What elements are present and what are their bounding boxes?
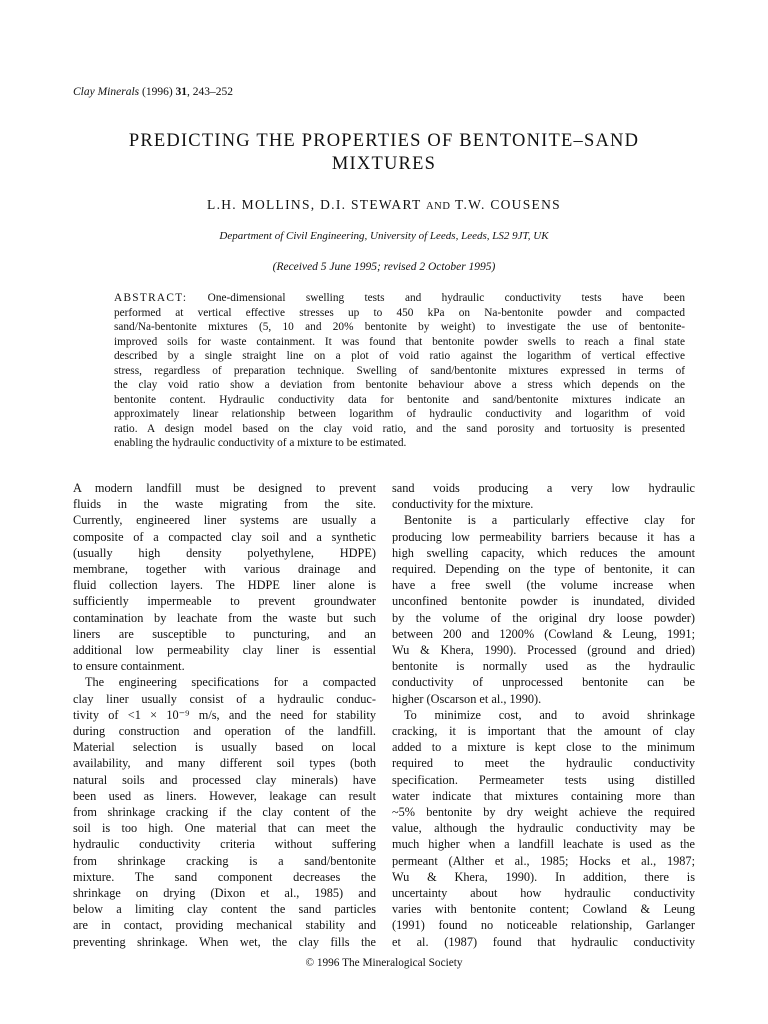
authors xyxy=(60,197,708,213)
body-line: The engineering specifications for a compacted xyxy=(85,675,376,690)
body-line: membrane, together with various drainage and xyxy=(73,562,376,577)
body-line: Wu & Khera, 1990). Processed (ground and dried) xyxy=(392,643,695,658)
body-line: high swelling capacity, which reduces the amount xyxy=(392,545,695,560)
body-line: much higher when a landfill leachate is used as the xyxy=(392,837,695,852)
body-line: from shrinkage cracking if the clay content of the xyxy=(73,805,376,820)
body-line: hydraulic conductivity criteria without suffering xyxy=(73,837,376,852)
body-line: sand voids producing a very low hydraulic xyxy=(392,481,695,495)
body-line: ~5% bentonite by dry weight achieve the required xyxy=(392,805,695,820)
body-line: required. Depending on the type of bentonite, it can xyxy=(392,562,695,577)
body-line: preventing shrinkage. When wet, the clay fills the xyxy=(73,934,376,949)
body-line: To minimize cost, and to avoid shrinkage xyxy=(404,707,695,722)
body-line: added to a mixture is kept close to the minimum xyxy=(392,740,695,755)
copyright-footer: © 1996 The Mineralogical Society xyxy=(305,957,463,969)
author-conjunction: AND xyxy=(425,201,451,212)
body-line: Currently, engineered liner systems are usually a xyxy=(73,513,376,528)
body-line: tivity of <1 × 10⁻⁹ m/s, and the need for stability xyxy=(73,707,376,722)
body-line: permeant (Alther et al., 1985; Hocks et al., 1987; xyxy=(392,853,695,868)
body-line: (usually high density polyethylene, HDPE) xyxy=(73,545,376,560)
body-line: water indicate that mixtures containing more than xyxy=(392,788,695,803)
body-line: been used as liners. However, leakage can result xyxy=(73,788,376,803)
body-column-right xyxy=(392,480,695,950)
body-line: by the volume of the original dry loose powder) xyxy=(392,610,695,625)
abstract-line: performed at vertical effective stresses up to 450 kPa on Na-bentonite powder and compacted xyxy=(114,306,685,319)
body-line: producing low permeability barriers because it has a xyxy=(392,529,695,544)
body-line: uncertainty about how hydraulic conductivity xyxy=(392,886,695,901)
abstract xyxy=(114,291,685,451)
affiliation: Department of Civil Engineering, University of Leeds, Leeds, LS2 9JT, UK xyxy=(219,230,549,242)
abstract-line: stress, regardless of preparation technique. Swelling of sand/bentonite mixtures expressed in terms of xyxy=(114,364,685,377)
abstract-line: bentonite content. Hydraulic conductivity data for bentonite and sand/bentonite mixtures indicate an xyxy=(114,393,685,406)
body-line: shrinkage on drying (Dixon et al., 1985) and xyxy=(73,886,376,901)
body-line: unconfined bentonite powder is inundated, divided xyxy=(392,594,695,609)
body-line: fluid collection layers. The HDPE liner alone is xyxy=(73,578,376,593)
body-line: composite of a compacted clay soil and a synthetic xyxy=(73,529,376,544)
body-line: value, although the hydraulic conductivity may be xyxy=(392,821,695,836)
body-line: contamination by leachate from the waste but such xyxy=(73,610,376,625)
abstract-line: described by a single straight line on a plot of void ratio against the logarithm of vertical effective xyxy=(114,350,685,362)
journal-name: Clay Minerals xyxy=(73,86,140,98)
body-line: required to meet the hydraulic conductivity xyxy=(392,756,695,771)
abstract-line: improved soils for waste containment. It was found that bentonite powder swells to reach a final state xyxy=(114,335,685,348)
abstract-line xyxy=(114,291,685,306)
body-line: cracking, it is important that the amount of clay xyxy=(392,724,695,739)
body-line: mixture. The sand component decreases the xyxy=(73,869,376,884)
body-line: natural soils and processed clay minerals) have xyxy=(73,772,376,787)
body-line: clay liner usually consist of a hydraulic conduc- xyxy=(73,691,376,706)
author-names: T.W. COUSENS xyxy=(454,197,561,212)
received-dates: (Received 5 June 1995; revised 2 October 1995) xyxy=(272,261,496,273)
body-line: soil is too high. One material that can meet the xyxy=(73,821,376,836)
body-line: sufficiently impermeable to prevent groundwater xyxy=(73,594,376,609)
body-line: between 200 and 1200% (Cowland & Leung, 1991; xyxy=(392,626,695,641)
body-line: Material selection is usually based on local xyxy=(73,740,376,755)
journal-volume: 31 xyxy=(175,86,188,98)
abstract-label: ABSTRACT: xyxy=(114,292,188,304)
body-column-left xyxy=(73,480,376,950)
abstract-text: One-dimensional swelling tests and hydraulic conductivity tests have been xyxy=(207,292,685,304)
body-line: fluids in the waste migrating from the site. xyxy=(73,497,376,512)
body-line: additional low permeability clay liner is essential xyxy=(73,643,376,658)
abstract-line: enabling the hydraulic conductivity of a mixture to be estimated. xyxy=(114,437,407,449)
body-line: from shrinkage cracking is a sand/bentonite xyxy=(73,853,376,868)
author-names: L.H. MOLLINS, D.I. STEWART xyxy=(207,197,422,212)
body-line: are in contact, providing mechanical stability and xyxy=(73,918,376,933)
body-line: availability, and many different soil types (both xyxy=(73,756,376,771)
abstract-line: the clay void ratio show a deviation from bentonite behaviour above a stress which depends on the xyxy=(114,379,685,391)
body-line: below a limiting clay content the sand particles xyxy=(73,902,376,917)
body-line: higher (Oscarson et al., 1990). xyxy=(392,691,542,706)
body-line: liners are susceptible to puncturing, and an xyxy=(73,626,376,641)
journal-pages: , 243–252 xyxy=(187,86,234,98)
body-line: during construction and operation of the landfill. xyxy=(73,724,376,739)
body-line: Wu & Khera, 1990). In addition, there is xyxy=(392,869,695,884)
body-line: conductivity for the mixture. xyxy=(392,497,534,512)
paper-title xyxy=(60,130,708,176)
body-line: et al. (1987) found that hydraulic conductivity xyxy=(392,934,695,949)
body-line: have a free swell (the volume increase when xyxy=(392,578,695,593)
abstract-line: sand/Na-bentonite mixtures (5, 10 and 20% bentonite by weight) to investigate the use of bentonite- xyxy=(114,321,685,333)
abstract-line: approximately linear relationship between logarithm of hydraulic conductivity and logarithm of void xyxy=(114,408,685,420)
body-line: (1991) found no noticeable relationship, Garlanger xyxy=(392,918,695,933)
body-line: varies with bentonite content; Cowland & Leung xyxy=(392,902,695,917)
title-line: PREDICTING THE PROPERTIES OF BENTONITE–SAND xyxy=(128,131,640,151)
body-line: Bentonite is a particularly effective clay for xyxy=(404,513,695,528)
body-line: to ensure containment. xyxy=(73,659,185,674)
journal-citation xyxy=(73,86,233,98)
journal-year: (1996) xyxy=(142,86,173,98)
abstract-line: ratio. A design model based on the clay void ratio, and the sand porosity and tortuosity is presented xyxy=(114,422,685,435)
body-line: conductivity of unprocessed bentonite can be xyxy=(392,675,695,690)
body-line: specification. Permeameter tests using distilled xyxy=(392,772,695,787)
title-line: MIXTURES xyxy=(331,154,437,174)
body-line: bentonite is normally used as the hydraulic xyxy=(392,659,695,674)
body-line: A modern landfill must be designed to prevent xyxy=(73,481,376,495)
